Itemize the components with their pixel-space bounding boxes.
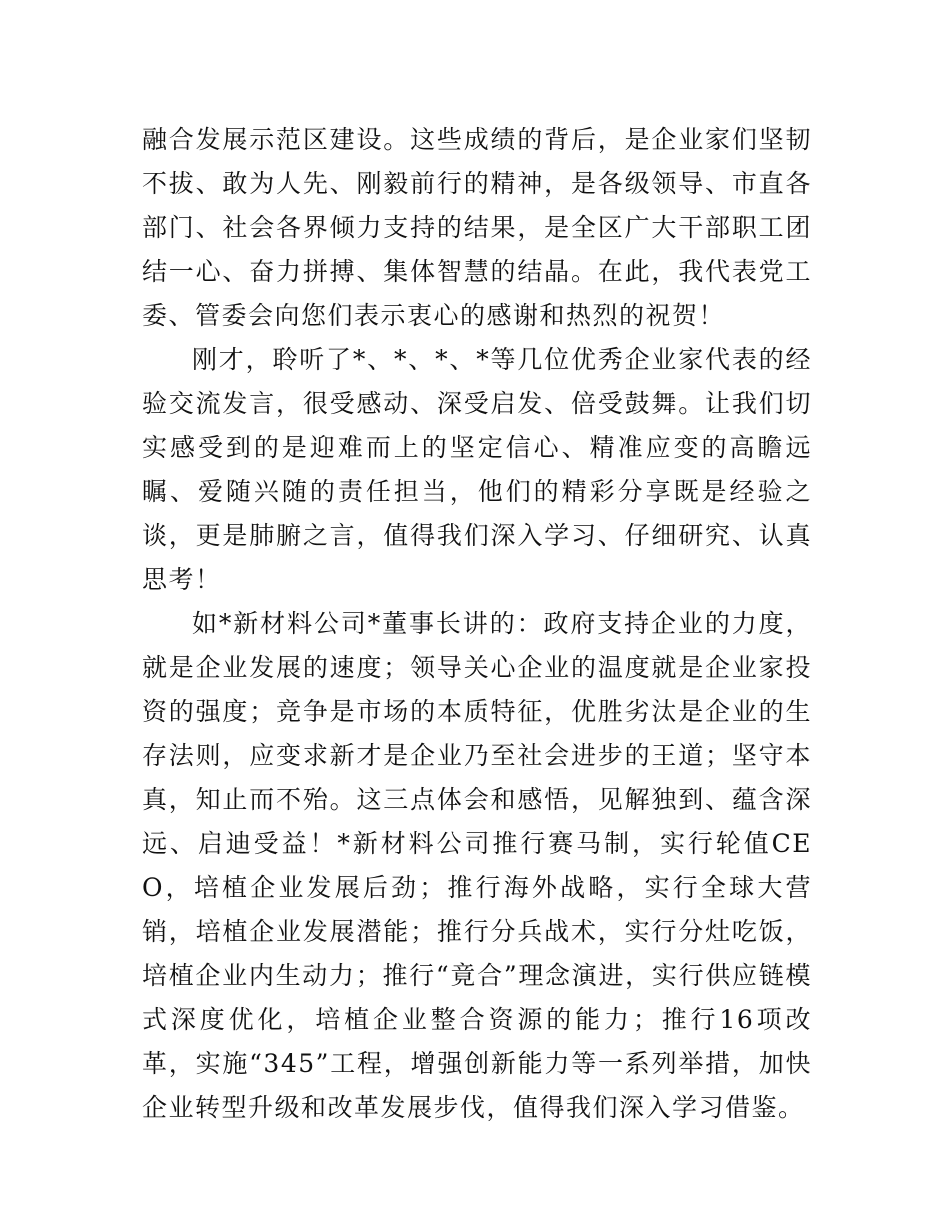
paragraph-2: 刚才，聆听了*、*、*、*等几位优秀企业家代表的经验交流发言，很受感动、深受启发、倍受鼓舞。让我们切实感受到的是迎难而上的坚定信心、精准应变的高瞻远瞩、爱随兴随的责任担当，他们的精彩分享既是经验之谈，更是肺腑之言，值得我们深入学习、仔细研究、认真思考！ (142, 345, 812, 594)
paragraph-1: 融合发展示范区建设。这些成绩的背后，是企业家们坚韧不拔、敢为人先、刚毅前行的精神，是各级领导、市直各部门、社会各界倾力支持的结果，是全区广大干部职工团结一心、奋力拼搏、集体智慧的结晶。在此，我代表党工委、管委会向您们表示衷心的感谢和热烈的祝贺！ (142, 125, 812, 330)
paragraph-3: 如*新材料公司*董事长讲的：政府支持企业的力度，就是企业发展的速度；领导关心企业的温度就是企业家投资的强度；竞争是市场的本质特征，优胜劣汰是企业的生存法则，应变求新才是企业乃至社会进步的王道；坚守本真，知止而不殆。这三点体会和感悟，见解独到、蕴含深远、启迪受益！*新材料公司推行赛马制，实行轮值CEO，培植企业发展后劲；推行海外战略，实行全球大营销，培植企业发展潜能；推行分兵战术，实行分灶吃饭，培植企业内生动力；推行“竟合”理念演进，实行供应链模式深度优化，培植企业整合资源的能力；推行16项改革，实施“345”工程，增强创新能力等一系列举措，加快企业转型升级和改革发展步伐，值得我们深入学习借鉴。 (142, 609, 812, 1122)
document-body (142, 118, 812, 1130)
